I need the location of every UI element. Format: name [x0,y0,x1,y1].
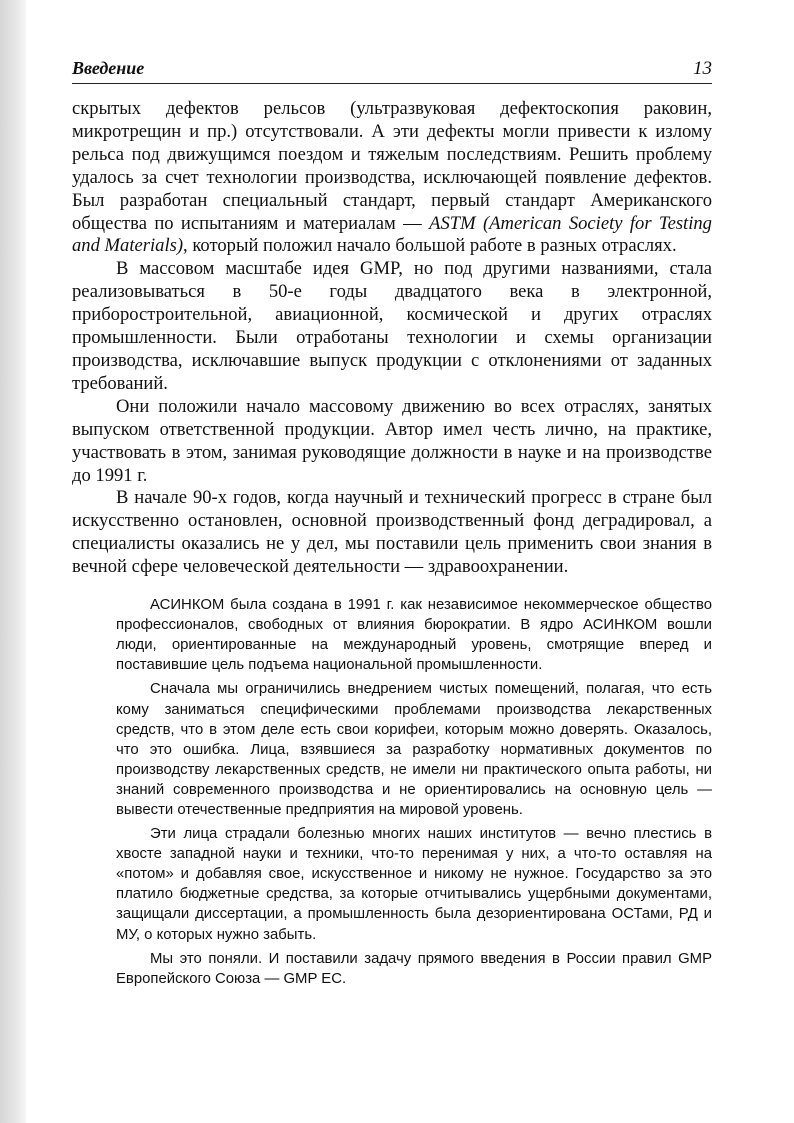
paragraph-nineties: В начале 90-х годов, когда научный и технический прогресс в стране был искусственно остановлен, основной производственный фонд деградировал, а специалисты оказались не у дел, мы поставили цель применить свои знания в вечной сфере человеческой деятельности — здравоохранении. [72,487,712,578]
paragraph-rails-text-a: скрытых дефектов рельсов (ультразвуковая дефектоскопия раковин, микротрещин и пр.) отсутствовали. А эти дефекты могли привести к излому рельса под движущимся поездом и тяжелым последствиям. Решить проблему удалось за счет технологии производства, исключающей появление дефектов. Был разработан специальный стандарт, первый стандарт Американского общества по испытаниям и материалам — [72,98,712,234]
page-number: 13 [693,58,712,79]
astm-italic: ASTM (American Society for Testing and Materials) [72,212,712,257]
page-gutter-shadow [0,0,26,1123]
book-page [72,58,712,993]
quote-paragraph-gmp-eu: Мы это поняли. И поставили задачу прямого введения в России правил GMP Европейского Союза — GMP ЕС. [116,950,712,987]
quote-block [116,595,712,989]
quote-paragraph-institutes: Эти лица страдали болезнью многих наших институтов — вечно плестись в хвосте западной науки и техники, что-то перенимая у них, а что-то оставляя на «потом» и добавляя свое, искусственное и никому не нужное. Государство за это платило бюджетные средства, за которые отчитывались ущербными документами, защищали диссертации, а промышленность была дезориентирована ОСТами, РД и МУ, о которых нужно забыть. [116,826,712,943]
paragraph-gmp-mass: В массовом масштабе идея GMP, но под другими названиями, стала реализовываться в 50-е годы двадцатого века в электронной, приборостроительной, авиационной, космической и других отраслях промышленности. Были отработаны технологии и схемы организации производства, исключавшие выпуск продукции с отклонениями от заданных требований. [72,258,712,394]
paragraph-rails-text-b: , который положил начало большой работе в разных отраслях. [183,235,677,257]
paragraph-rails [72,98,712,258]
quote-paragraph-cleanrooms: Сначала мы ограничились внедрением чистых помещений, полагая, что есть кому заниматься специфическими проблемами производства лекарственных средств, что в этом деле есть свои корифеи, которым можно доверять. Оказалось, что это ошибка. Лица, взявшиеся за разработку нормативных документов по производству лекарственных средств, не имели ни практического опыта работы, ни знаний современного производства и не ориентировались на основную цель — вывести отечественные предприятия на мировой уровень. [116,681,712,818]
paragraph-movement: Они положили начало массовому движению во всех отраслях, занятых выпуском ответственной продукции. Автор имел честь лично, на практике, участвовать в этом, занимая руководящие должности в науке и на производстве до 1991 г. [72,395,712,486]
main-text [72,98,712,579]
running-header [72,58,712,84]
section-title: Введение [72,58,145,78]
quote-paragraph-asinkom: АСИНКОМ была создана в 1991 г. как независимое некоммерческое общество профессионалов, свободных от влияния бюрократии. В ядро АСИНКОМ вошли люди, ориентированные на международный уровень, смотрящие вперед и поставившие цель подъема национальной промышленности. [116,597,712,674]
